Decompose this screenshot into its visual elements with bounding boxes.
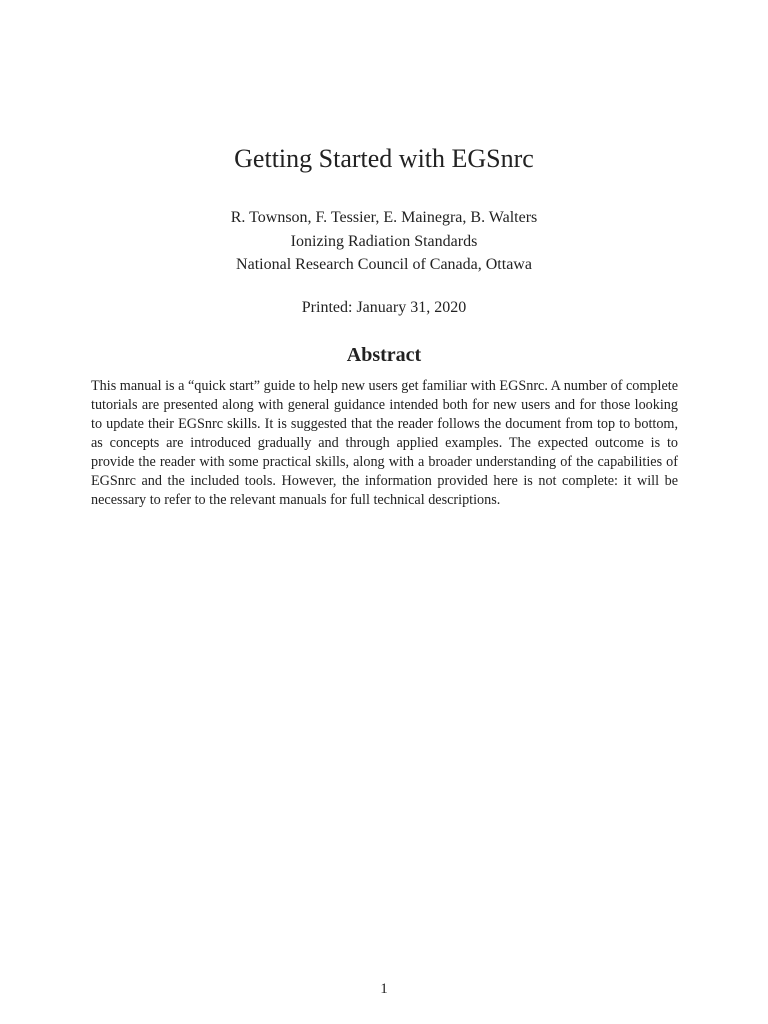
affiliation-group: Ionizing Radiation Standards: [290, 232, 478, 250]
affiliation-organization: National Research Council of Canada, Ottawa: [236, 256, 532, 273]
author-names: R. Townson, F. Tessier, E. Mainegra, B. Walters: [230, 209, 538, 226]
abstract-paragraph: This manual is a “quick start” guide to help new users get familiar with EGSnrc. A number of complete tutorials are presented along with general guidance intended both for new users and for those looking to update their EGSnrc skills. It is suggested that the reader follows the document from top to bottom, as concepts are introduced gradually and through applied examples. The expected outcome is to provide the reader with some practical skills, along with a broader understanding of the capabilities of EGSnrc and the included tools. However, the information provided here is not complete: it will be necessary to refer to the relevant manuals for full technical descriptions.: [91, 378, 678, 508]
abstract-heading: Abstract: [346, 344, 422, 366]
author-block: [0, 206, 768, 277]
page-number: 1: [380, 981, 388, 997]
printed-date: Printed: January 31, 2020: [301, 299, 467, 316]
document-title: Getting Started with EGSnrc: [234, 144, 534, 173]
